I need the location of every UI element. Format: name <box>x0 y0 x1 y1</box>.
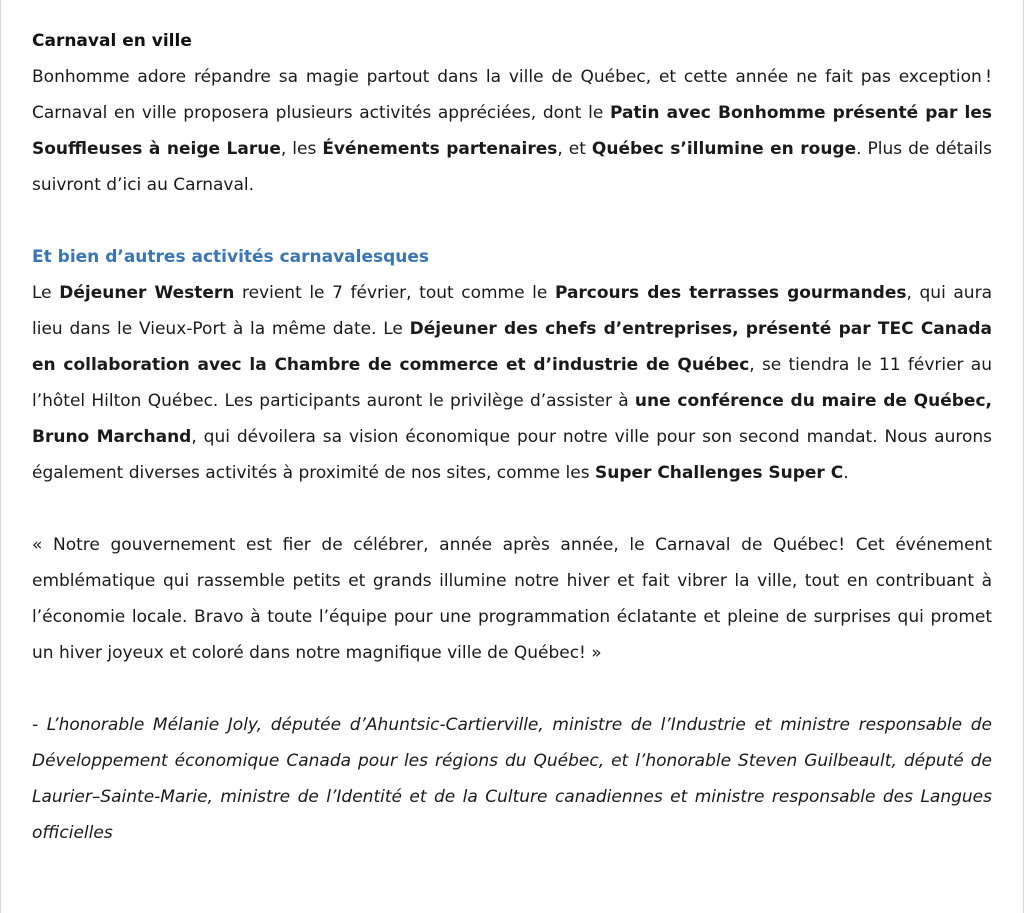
text-run: , les <box>280 139 323 159</box>
paragraph-carnaval-en-ville <box>32 59 992 203</box>
text-run: , qui aura lieu dans le Vieux-Port à la même date. Le <box>32 283 992 339</box>
bold-run: une conférence du maire de Québec, Bruno Marchand <box>32 391 993 447</box>
text-run: Bonhomme adore répandre sa magie partout dans la ville de Québec, et cette année ne fait pas exception ! Carnaval en ville proposera plusieurs activités appréciées, dont le <box>32 67 992 123</box>
section-heading-carnaval-en-ville: Carnaval en ville <box>32 31 192 51</box>
spacer <box>32 203 992 239</box>
text-run: , qui dévoilera sa vision économique pour notre ville pour son second mandat. Nous aurons également diverses activités à proximité de nos sites, comme les <box>32 427 992 483</box>
bold-run: Événements partenaires <box>322 139 558 159</box>
text-run: . Plus de détails suivront d’ici au Carnaval. <box>32 139 992 195</box>
paragraph-autres-activites <box>32 275 992 491</box>
text-run: , se tiendra le 11 février au l’hôtel Hilton Québec. Les participants auront le privilège d’assister à <box>32 355 992 411</box>
section-heading-autres-activites: Et bien d’autres activités carnavalesques <box>32 247 430 267</box>
text-run: . <box>843 463 849 483</box>
spacer <box>32 671 992 707</box>
quote-attribution: - L’honorable Mélanie Joly, députée d’Ahuntsic-Cartierville, ministre de l’Industrie et ministre responsable de Développement économique Canada pour les régions du Québec, et l’honorable Steven Guilbeault, député de Laurier–Sainte-Marie, ministre de l’Identité et de la Culture canadiennes et ministre responsable des Langues officielles <box>32 715 992 843</box>
bold-run: Déjeuner des chefs d’entreprises, présenté par TEC Canada en collaboration avec la Chambre de commerce et d’industrie de Québec <box>32 319 992 375</box>
text-run: Le <box>32 283 60 303</box>
quote-paragraph: « Notre gouvernement est fier de célébrer, année après année, le Carnaval de Québec! Cet événement emblématique qui rassemble petits et grands illumine notre hiver et fait vibrer la ville, tout en contribuant à l’économie locale. Bravo à toute l’équipe pour une programmation éclatante et pleine de surprises qui promet un hiver joyeux et coloré dans notre magnifique ville de Québec! » <box>32 535 992 663</box>
bold-run: Super Challenges Super C <box>594 463 844 483</box>
text-run: , et <box>557 139 592 159</box>
article-body <box>32 23 992 851</box>
bold-run: Déjeuner Western <box>59 283 235 303</box>
bold-run: Parcours des terrasses gourmandes <box>554 283 907 303</box>
bold-run: Québec s’illumine en rouge <box>591 139 857 159</box>
spacer <box>32 491 992 527</box>
bold-run: Patin avec Bonhomme présenté par les Souffleuses à neige Larue <box>32 103 992 159</box>
text-run: revient le 7 février, tout comme le <box>234 283 555 303</box>
